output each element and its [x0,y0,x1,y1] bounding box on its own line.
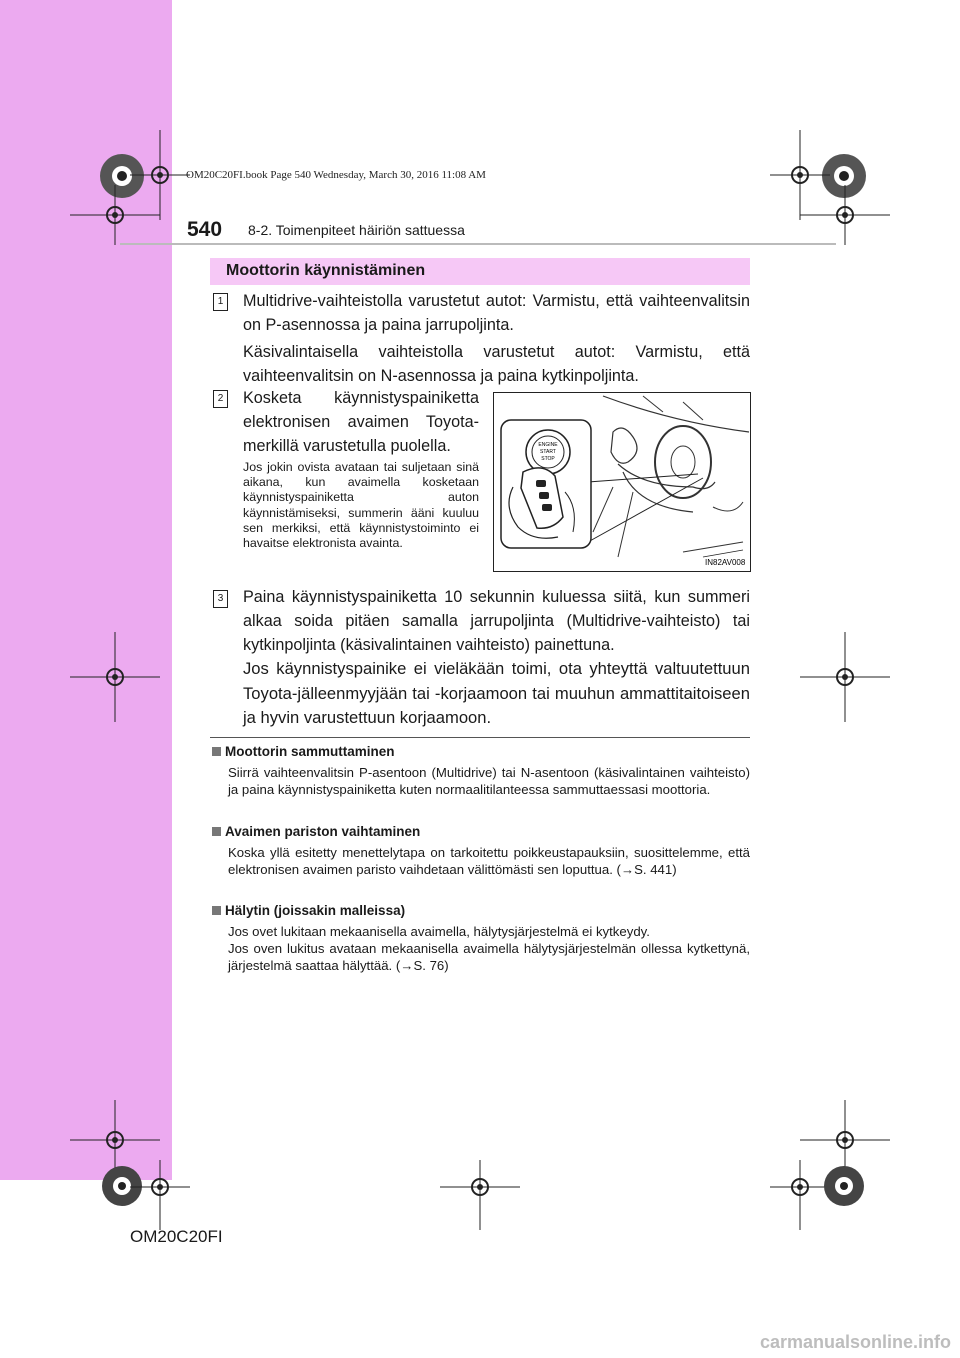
header-rule [120,243,836,245]
crosshair-mark-icon [130,1160,190,1230]
button-label: STOP [541,456,555,462]
step-note: Jos jokin ovista avataan tai suljetaan sinä aikana, kun avaimella kosketaan käynnistyspainiketta auton käynnistämiseksi, summerin ääni kuuluu sen merkiksi, että käynnistystoiminto ei havaitse elektronista avainta. [243,460,479,551]
crosshair-mark-icon [800,185,890,245]
watermark: carmanualsonline.info [760,1332,952,1352]
crosshair-mark-icon [440,1160,520,1230]
square-bullet-icon [212,747,221,756]
section-divider [210,737,750,738]
note-body: Jos ovet lukitaan mekaanisella avaimella, hälytysjärjestelmä ei kytkeydy. [228,924,650,939]
crosshair-mark-icon [70,185,160,245]
footer-code: OM20C20FI [130,1227,223,1246]
illustration-code: IN82AV008 [705,558,746,567]
step-paragraph: Käsivalintaisella vaihteistolla varustetut autot: Varmistu, että vaihteenvalitsin on N-asennossa ja paina kytkinpoljinta. [243,343,750,385]
note-title: Avaimen pariston vaihtaminen [212,824,420,839]
note-title: Hälytin (joissakin malleissa) [212,903,405,918]
section-title: Moottorin käynnistäminen [210,258,750,285]
step-paragraph: Paina käynnistyspainiketta 10 sekunnin kuluessa siitä, kun summeri alkaa soida pitäen samalla jarrupoljinta (Multidrive-vaihteisto) tai kytkinpoljinta (käsivalintainen vaihteisto) painettuna. [243,588,750,654]
step-paragraph: Kosketa käynnistyspainiketta elektronisen avaimen Toyota-merkillä varustetulla puolella. [243,389,479,455]
square-bullet-icon [212,906,221,915]
step-badge: 2 [213,390,228,408]
registration-mark-icon [820,1162,868,1210]
button-label: ENGINE [538,442,558,448]
note-body: Jos oven lukitus avataan mekaanisella avaimella hälytysjärjestelmän ollessa kytkettynä, järjestelmä saattaa hälyttää. (→S. 76) [228,941,750,973]
step-paragraph: Multidrive-vaihteistolla varustetut autot: Varmistu, että vaihteenvalitsin on P-asennossa ja paina jarrupoljinta. [243,292,750,334]
closing-paragraph: Jos käynnistyspainike ei vieläkään toimi, ota yhteyttä valtuutettuun Toyota-jälleenmyyjään tai -korjaamoon tai muuhun ammattitaitoiseen ja hyvin varustettuun korjaamoon. [243,659,750,727]
book-info-line: OM20C20FI.book Page 540 Wednesday, March 30, 2016 11:08 AM [186,169,486,181]
button-label: START [540,449,556,455]
crosshair-mark-icon [800,632,890,722]
step-badge: 1 [213,293,228,311]
step-badge: 3 [213,590,228,608]
key-start-illustration [493,392,751,572]
page-number: 540 [187,218,223,241]
square-bullet-icon [212,827,221,836]
note-body: Siirrä vaihteenvalitsin P-asentoon (Multidrive) tai N-asentoon (käsivalintainen vaihteisto) ja paina käynnistyspainiketta kuten normaalitilanteessa sammuttaessasi moottoria. [228,765,750,797]
note-body: Koska yllä esitetty menettelytapa on tarkoitettu poikkeustapauksiin, suosittelemme, että elektronisen avaimen paristo vaihdetaan välittömästi sen loputtua. (→S. 441) [228,845,750,877]
note-title: Moottorin sammuttaminen [212,744,395,759]
running-head: 8-2. Toimenpiteet häiriön sattuessa [248,222,465,238]
crosshair-mark-icon [70,632,160,722]
